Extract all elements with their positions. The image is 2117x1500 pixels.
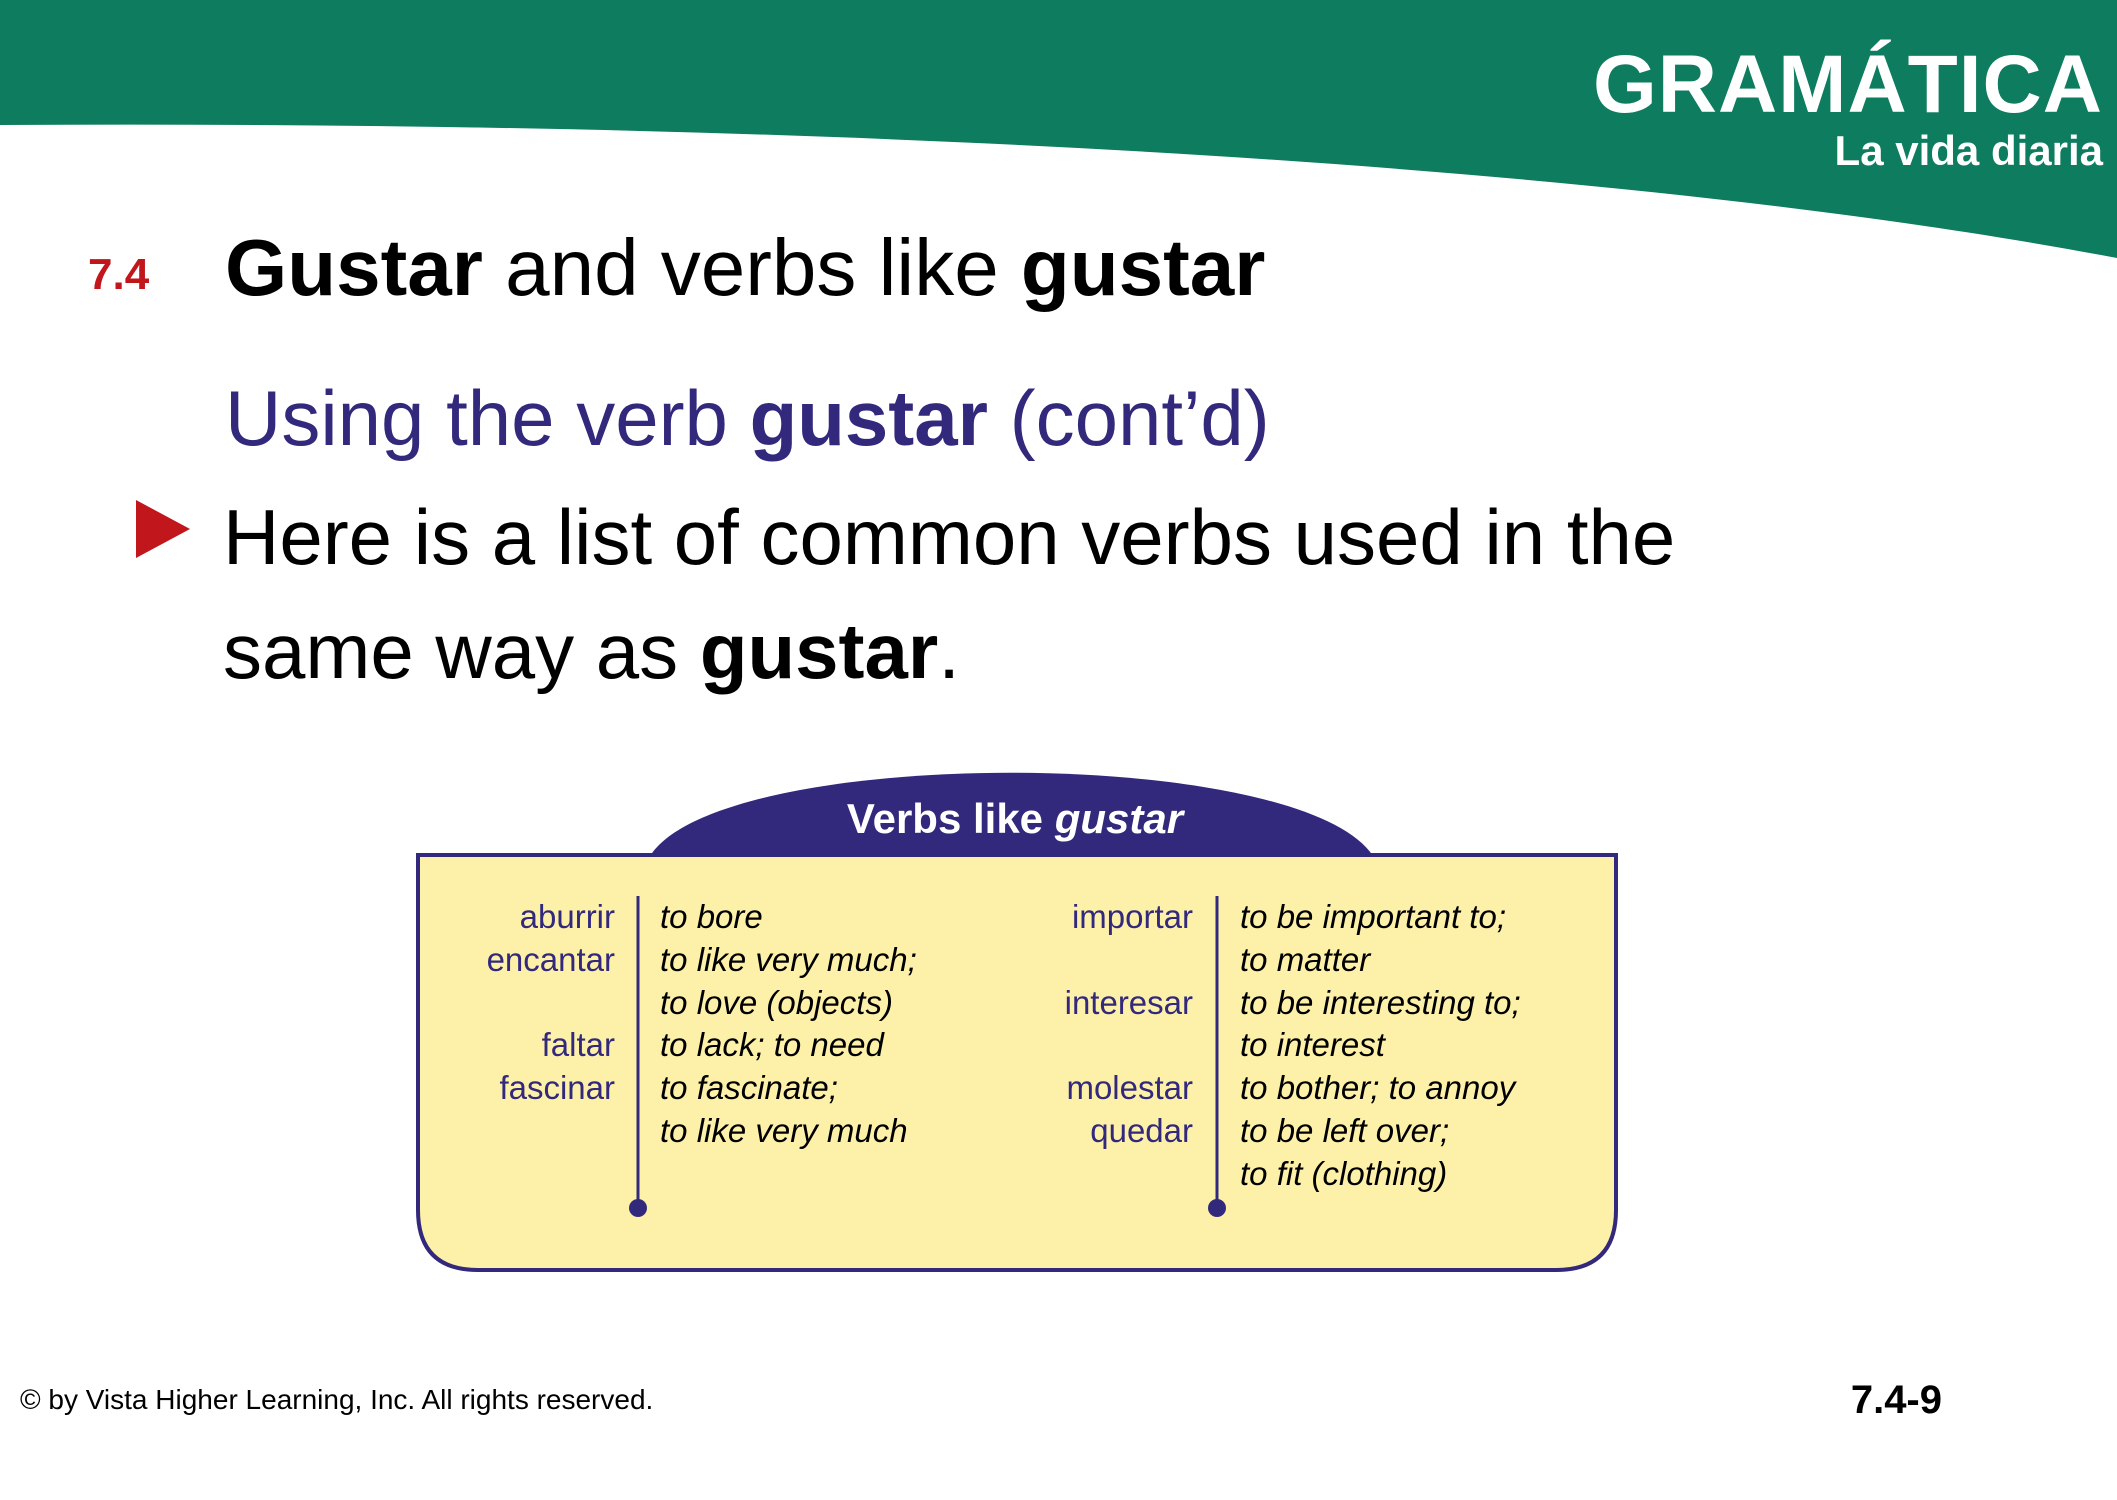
verb-term: aburrir bbox=[519, 898, 615, 935]
verb-definition: to love (objects) bbox=[660, 983, 893, 1021]
verb-term: molestar bbox=[1066, 1069, 1193, 1107]
verb-definition: to matter bbox=[1240, 940, 1371, 978]
bullet-text: Here is a list of common verbs used in the same way as gustar. bbox=[223, 493, 1676, 695]
verb-definition: to interest bbox=[1240, 1026, 1385, 1064]
verb-definition: to like very much; bbox=[660, 940, 917, 978]
header-title: GRAMÁTICA bbox=[1592, 39, 2103, 130]
slide-number: 7.4-9 bbox=[1850, 1378, 1942, 1422]
verb-term: faltar bbox=[541, 1026, 615, 1064]
verb-term bbox=[990, 939, 1193, 982]
verb-definition: to like very much bbox=[660, 1111, 908, 1149]
verb-definition: to bother; to annoy bbox=[1240, 1069, 1516, 1107]
box-title: Verbs like gustar bbox=[846, 795, 1184, 842]
verb-definition: to bore bbox=[660, 898, 763, 935]
verb-term bbox=[410, 1110, 615, 1153]
right-terms-column bbox=[990, 896, 1193, 1196]
right-definitions-column bbox=[1240, 896, 1640, 1196]
verb-term: encantar bbox=[486, 940, 615, 978]
verb-definition: to lack; to need bbox=[660, 1026, 884, 1064]
verb-definition: to be important to; bbox=[1240, 898, 1506, 935]
verb-definition: to fascinate; bbox=[660, 1069, 838, 1107]
left-divider-dot bbox=[629, 1199, 647, 1217]
section-number: 7.4 bbox=[88, 250, 150, 299]
verb-definition: to be interesting to; bbox=[1240, 983, 1521, 1021]
verb-term bbox=[990, 1153, 1193, 1196]
copyright: © by Vista Higher Learning, Inc. All rights reserved. bbox=[20, 1384, 654, 1415]
verb-term: fascinar bbox=[499, 1069, 615, 1107]
verb-definition: to fit (clothing) bbox=[1240, 1154, 1448, 1192]
verb-definition: to be left over; bbox=[1240, 1111, 1450, 1149]
verb-term bbox=[410, 982, 615, 1025]
subheading: Using the verb gustar (cont’d) bbox=[225, 374, 1270, 462]
verb-term: quedar bbox=[1090, 1111, 1193, 1149]
verb-term: interesar bbox=[1064, 983, 1193, 1021]
right-divider-dot bbox=[1208, 1199, 1226, 1217]
verb-term: importar bbox=[1071, 898, 1193, 935]
left-terms-column bbox=[410, 896, 615, 1153]
verb-term bbox=[990, 1024, 1193, 1067]
header-subtitle: La vida diaria bbox=[1834, 127, 2103, 174]
section-title: Gustar and verbs like gustar bbox=[225, 223, 1266, 312]
